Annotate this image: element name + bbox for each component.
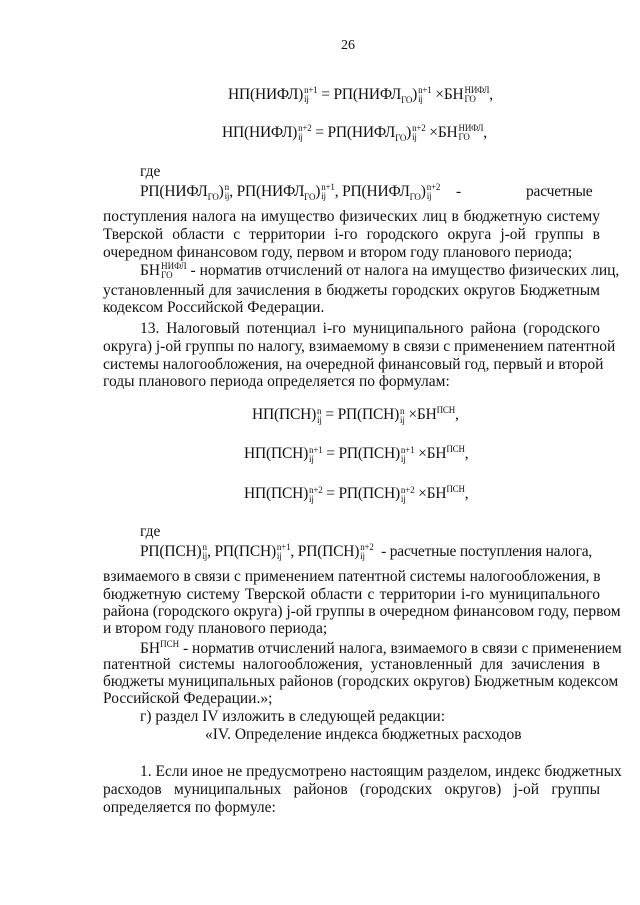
para3-line2: округа) j-ой группы по налогу, взимаемому в связи с применением патентной (103, 338, 616, 355)
para4-line3: района (городского округа) j-ой группы в очередном финансовом году, первом (103, 603, 621, 620)
para6-line3: определяется по формуле: (103, 799, 276, 816)
where-label-1: где (140, 163, 161, 180)
item-g: г) раздел IV изложить в следующей редакции: (140, 708, 446, 725)
formula-psn-n: НП(ПСН) n ij = РП(ПСН) n ij $\times БН^{ПСН}$, (252, 405, 459, 425)
formula-psn-n2: НП(ПСН) n+2 ij = РП(ПСН) n+2 ij $\times БН^{ПСН}$, (244, 484, 469, 504)
formula-nifl-n2: НП(НИФЛ) n+2 ij = $РП(НИФЛ_{ГО})$ n+2 ij ×БН НИФЛ ГО , (222, 123, 487, 144)
para4-line2: бюджетную систему Тверской области с территории i-го муниципального (103, 586, 600, 603)
para5-line2: бюджеты муниципальных районов (городских округов) Бюджетным кодексом (103, 673, 619, 690)
para2-line2: кодексом Российской Федерации. (103, 299, 325, 316)
bn-psn-line: $БН^{ПСН}$ - норматив отчислений налога, взимаемого в связи с применением (140, 639, 622, 658)
para1-line2: Тверской области с территории i-го городского округа j-ой группы в (103, 226, 600, 243)
rp-psn-list: РП(ПСН) n ij , РП(ПСН) n+1 ij , РП(ПСН) n+2 ij - расчетные поступления налога, (140, 542, 593, 562)
para3-line4: годы планового периода определяется по формулам: (103, 373, 450, 390)
para5-line1: патентной системы налогообложения, установленный для зачисления в (103, 656, 600, 673)
para6-line2: расходов муниципальных районов (городских округов) j-ой группы (103, 781, 600, 798)
para1-line1: поступления налога на имущество физических лиц в бюджетную систему (103, 208, 600, 225)
formula-psn-n1: НП(ПСН) n+1 ij = РП(ПСН) n+1 ij $\times БН^{ПСН}$, (244, 444, 469, 464)
para3-line1: 13. Налоговый потенциал i-го муниципального района (городского (140, 320, 600, 337)
section-title: «IV. Определение индекса бюджетных расходов (205, 726, 522, 743)
para2-line1: установленный для зачисления в бюджеты городских округов Бюджетным (103, 282, 600, 299)
formula-nifl-n1: НП(НИФЛ) n+1 ij = $РП(НИФЛ_{ГО})$ n+1 ij ×БН НИФЛ ГО , (228, 85, 493, 106)
page-number: 26 (341, 38, 355, 53)
rp-nifl-list: $РП(НИФЛ_{ГО})$ n ij , $РП(НИФЛ_{ГО})$ n+1 ij , $РП(НИФЛ_{ГО})$ n+2 ij - расчетные (140, 182, 593, 203)
where-label-2: где (140, 523, 161, 540)
para5-line3: Российской Федерации.»; (103, 690, 273, 707)
para3-line3: системы налогообложения, на очередной финансовый год, первый и второй (103, 356, 604, 373)
para4-line4: и втором году планового периода; (103, 620, 328, 637)
para6-line1: 1. Если иное не предусмотрено настоящим разделом, индекс бюджетных (140, 763, 622, 780)
para4-line1: взимаемого в связи с применением патентной системы налогообложения, в (103, 568, 601, 585)
bn-nifl-line: БН НИФЛ ГО - норматив отчислений от налога на имущество физических лиц, (140, 261, 620, 281)
para1-line3: очередном финансовом году, первом и втором году планового периода; (103, 244, 573, 261)
